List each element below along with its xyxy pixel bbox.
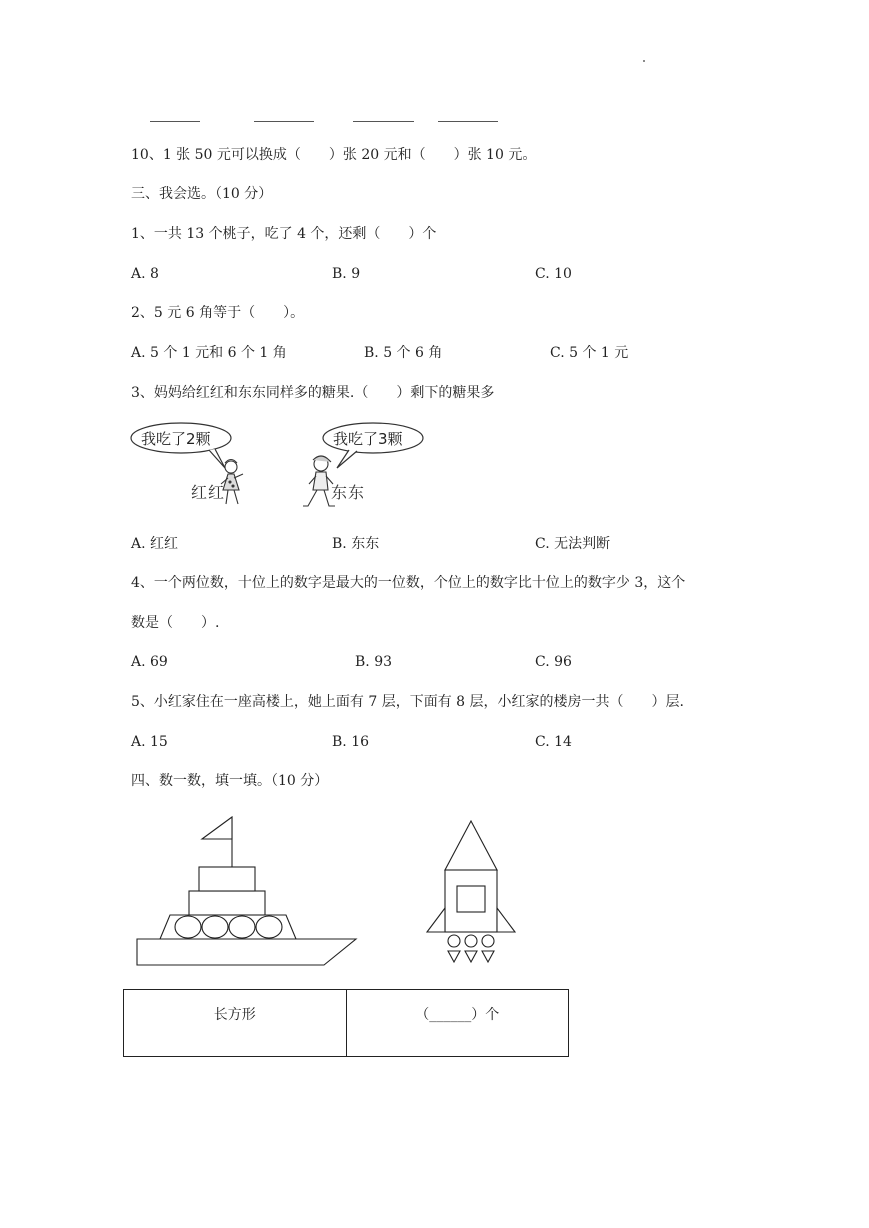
section-3-title: 三、我会选。（10 分） (131, 186, 273, 202)
name-left: 红红 (191, 483, 226, 502)
ship-figure (136, 815, 358, 967)
table-row (124, 990, 569, 1057)
q2-option-a[interactable]: A. 5 个 1 元和 6 个 1 角 (131, 345, 287, 361)
q4-option-b[interactable]: B. 93 (355, 654, 393, 670)
table-cell-shape: 长方形 (124, 990, 347, 1057)
q3-option-c[interactable]: C. 无法判断 (535, 536, 611, 552)
answer-blank-2[interactable] (254, 121, 314, 122)
q2-option-c[interactable]: C. 5 个 1 元 (550, 345, 629, 361)
rocket-figure (425, 820, 517, 966)
q2-option-b[interactable]: B. 5 个 6 角 (364, 345, 443, 361)
question-4-cont: 数是（ ）. (131, 615, 220, 631)
section-4-title: 四、数一数，填一填。（10 分） (131, 773, 329, 789)
q4-option-c[interactable]: C. 96 (535, 654, 572, 670)
question-2: 2、5 元 6 角等于（ ）。 (131, 305, 305, 321)
answer-blank-4[interactable] (438, 121, 498, 122)
name-right: 东东 (331, 483, 366, 502)
question-10: 10、1 张 50 元可以换成（ ）张 20 元和（ ）张 10 元。 (131, 147, 537, 163)
answer-blank-1[interactable] (150, 121, 200, 122)
q5-option-c[interactable]: C. 14 (535, 734, 572, 750)
page-dot (643, 60, 645, 62)
q5-option-b[interactable]: B. 16 (332, 734, 370, 750)
q5-option-a[interactable]: A. 15 (131, 734, 168, 750)
q1-option-a[interactable]: A. 8 (131, 266, 159, 282)
bubble-left-text: 我吃了2颗 (141, 430, 211, 448)
candy-illustration (125, 418, 455, 520)
q3-option-b[interactable]: B. 东东 (332, 536, 380, 552)
question-5: 5、小红家住在一座高楼上，她上面有 7 层，下面有 8 层，小红家的楼房一共（ ）层. (131, 694, 684, 710)
q1-option-c[interactable]: C. 10 (535, 266, 572, 282)
question-1: 1、一共 13 个桃子，吃了 4 个，还剩（ ）个 (131, 226, 437, 242)
q4-option-a[interactable]: A. 69 (131, 654, 168, 670)
count-table (123, 989, 569, 1057)
question-3: 3、妈妈给红红和东东同样多的糖果.（ ）剩下的糖果多 (131, 385, 495, 401)
q3-option-a[interactable]: A. 红红 (131, 536, 179, 552)
answer-blank-3[interactable] (353, 121, 414, 122)
bubble-right-text: 我吃了3颗 (333, 430, 403, 448)
table-cell-answer[interactable]: （______）个 (346, 990, 569, 1057)
question-4: 4、一个两位数，十位上的数字是最大的一位数，个位上的数字比十位上的数字少 3，这个 (131, 575, 686, 591)
q1-option-b[interactable]: B. 9 (332, 266, 361, 282)
